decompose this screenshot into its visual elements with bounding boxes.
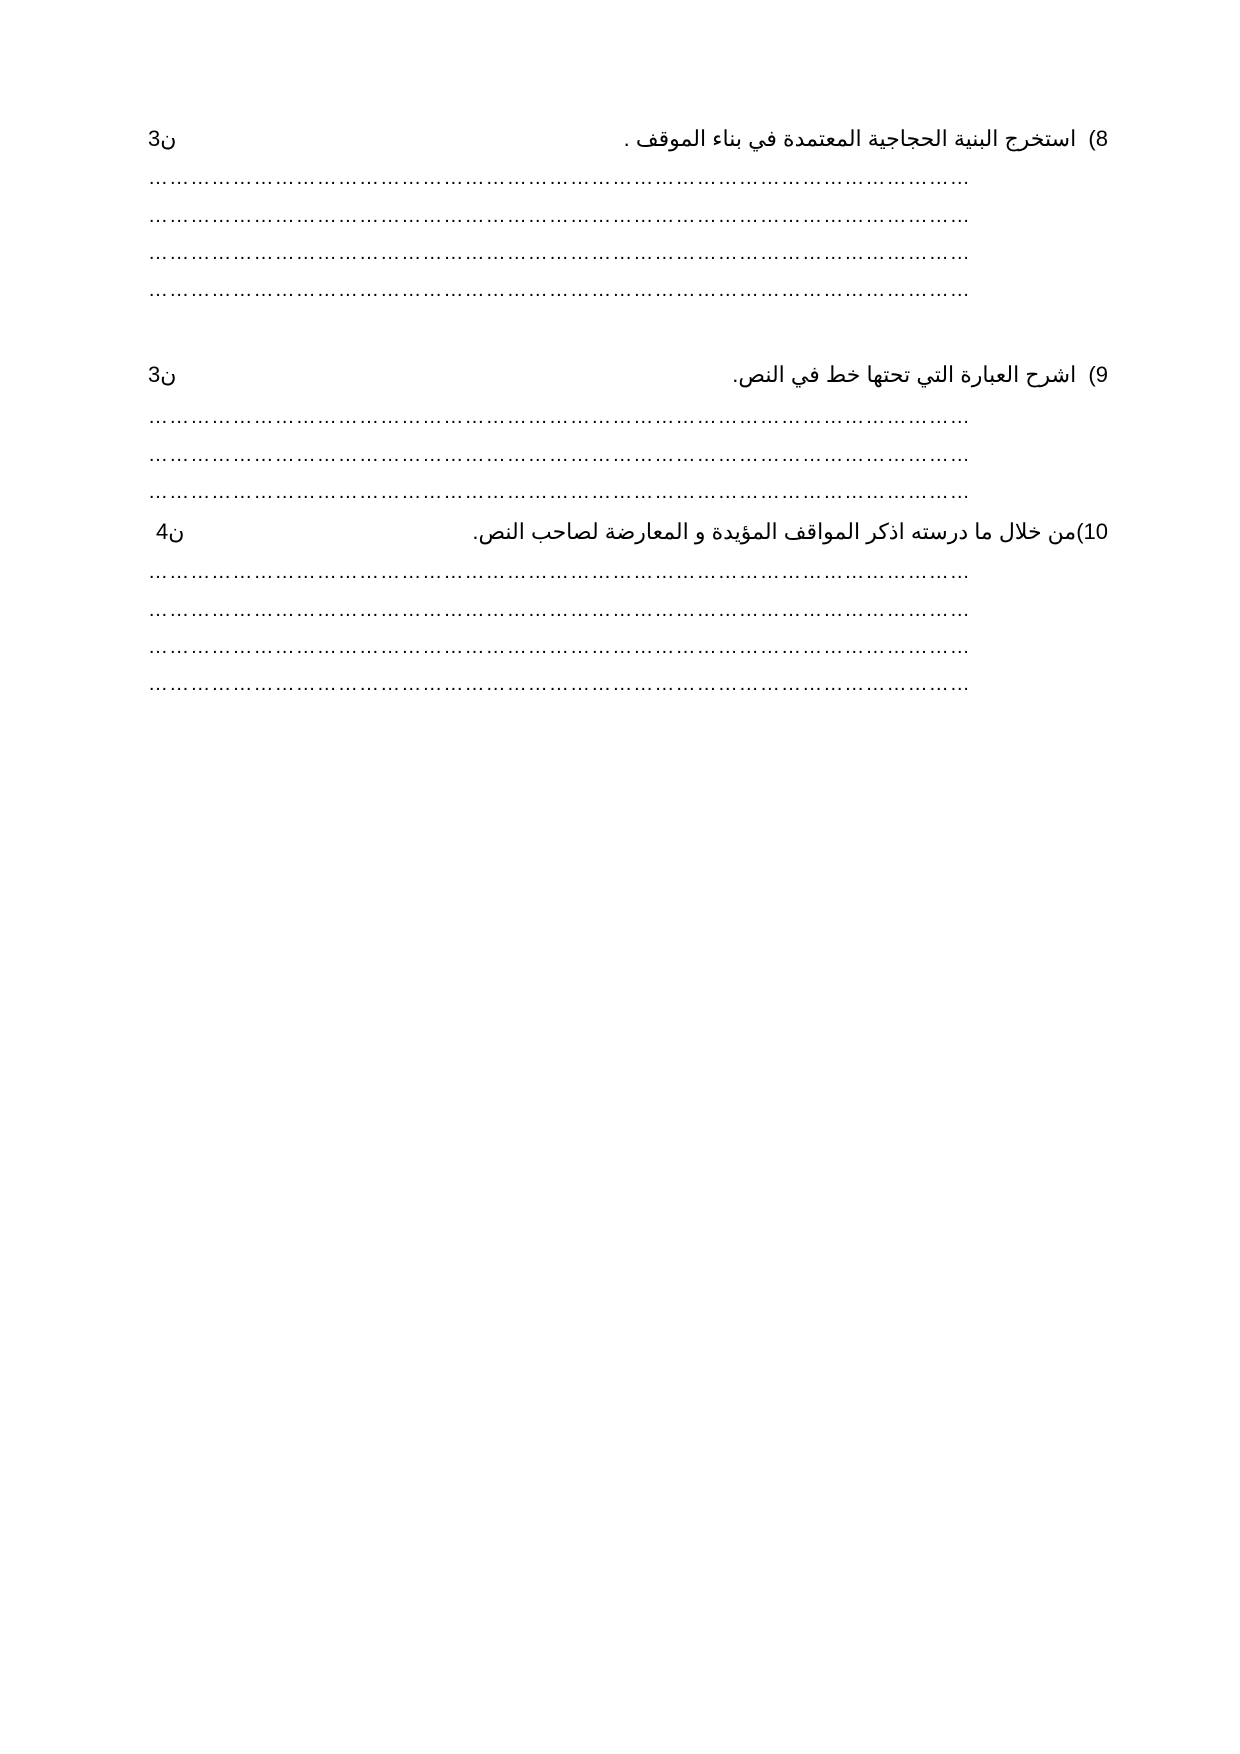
answer-line[interactable]: ………………………………………………………………………………………………………	[148, 167, 971, 189]
question-10	[148, 517, 1108, 557]
answer-line[interactable]: ………………………………………………………………………………………………………	[148, 599, 971, 621]
question-8	[148, 124, 1108, 164]
answer-line[interactable]: ………………………………………………………………………………………………………	[148, 279, 971, 301]
answer-line[interactable]: ………………………………………………………………………………………………………	[148, 481, 971, 503]
answer-line[interactable]: ………………………………………………………………………………………………………	[148, 205, 971, 227]
question-prompt: استخرج البنية الحجاجية المعتمدة في بناء الموقف .	[623, 126, 1077, 151]
answer-line[interactable]: ………………………………………………………………………………………………………	[148, 406, 971, 428]
question-prompt: اشرح العبارة التي تحتها خط في النص.	[732, 362, 1077, 387]
question-10-points: ن4	[156, 519, 185, 544]
question-number: 10)	[1076, 519, 1108, 544]
question-8-text	[624, 124, 1108, 154]
answer-line[interactable]: ………………………………………………………………………………………………………	[148, 561, 971, 583]
question-9-points: ن3	[148, 362, 177, 387]
answer-line[interactable]: ………………………………………………………………………………………………………	[148, 242, 971, 264]
question-number: 8)	[1088, 126, 1108, 151]
question-9-text	[732, 360, 1108, 390]
question-number: 9)	[1088, 362, 1108, 387]
question-10-text	[472, 517, 1108, 547]
question-8-points: ن3	[148, 126, 177, 151]
answer-line[interactable]: ………………………………………………………………………………………………………	[148, 636, 971, 658]
answer-line[interactable]: ………………………………………………………………………………………………………	[148, 673, 971, 695]
question-prompt: من خلال ما درسته اذكر المواقف المؤيدة و المعارضة لصاحب النص.	[472, 519, 1077, 544]
question-9	[148, 360, 1108, 400]
answer-line[interactable]: ………………………………………………………………………………………………………	[148, 444, 971, 466]
